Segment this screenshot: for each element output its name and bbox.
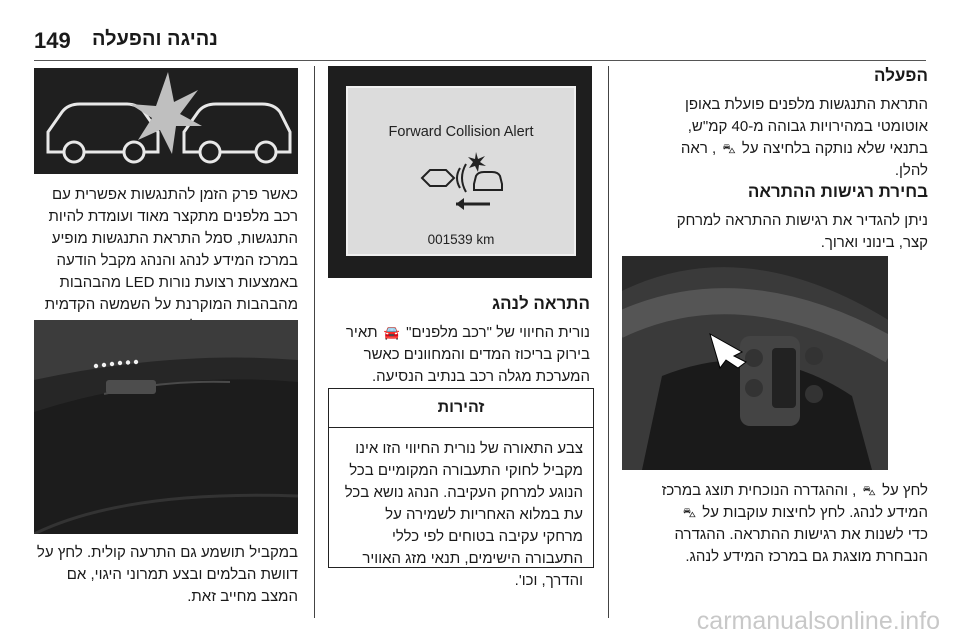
text-line: התראת התנגשות מלפנים פועלת באופן [685, 96, 928, 113]
text-line [314, 322, 590, 344]
watermark: carmanualsonline.info [696, 607, 940, 635]
vehicle-ahead-icon: 🚘 [383, 325, 400, 341]
dashboard-photo [328, 66, 592, 278]
steering-wheel-photo [622, 256, 888, 470]
steering-wheel-illustration [622, 256, 888, 470]
collision-illustration [34, 68, 298, 174]
text-line: בירוק בריכוז המדים והמחוונים כאשר [363, 346, 590, 364]
windshield-led-photo [34, 320, 298, 534]
text-fragment: , וההגדרה הנוכחית תוצג במרכז [661, 482, 861, 499]
section-title: נהיגה והפעלה [92, 28, 218, 50]
para-activation [653, 94, 928, 182]
warning-title: זהירות [329, 389, 593, 428]
text-line: אוטומטי במהירויות גבוהה מ-40 קמ"ש, [687, 118, 928, 135]
collision-illustration-svg [34, 68, 298, 174]
fca-button-icon: ⛍ [722, 141, 736, 157]
text-line: המצב מחייב זאת. [187, 588, 298, 605]
text-line: במקביל תושמע גם התרעה קולית. לחץ על [36, 544, 298, 561]
text-line: עת במלוא האחריות לשמירה על [385, 506, 583, 523]
warning-body [329, 428, 593, 592]
text-line: התנגשות, סמל התראת התנגשות מופיע [51, 230, 298, 247]
text-line: מהבהבות המוקרנת על השמשה הקדמית [44, 296, 298, 313]
text-fragment: לחץ על [877, 482, 928, 499]
text-line: כאשר פרק הזמן להתנגשות אפשרית עם [51, 186, 298, 203]
text-line: ניתן להגדיר את רגישות ההתראה למרחק [676, 212, 928, 229]
text-fragment: תאיר [345, 324, 382, 341]
fca-button-icon: ⛍ [862, 483, 876, 499]
text-fragment: בתנאי שלא נותקה בלחיצה על [737, 140, 928, 157]
text-line: הנבחרת מוצגת גם במרכז המידע לנהג. [685, 548, 928, 566]
para-approach [16, 184, 298, 338]
text-line [653, 138, 928, 160]
text-line: דוושת הבלמים ובצע תמרוני היגוי, אם [66, 566, 298, 583]
text-line [643, 502, 928, 524]
text-line: כדי לשנות את רגישות ההתראה. ההגדרה [674, 526, 928, 544]
warning-box [328, 388, 594, 589]
para-driver-alert [314, 322, 590, 388]
heading-activation: הפעלה [874, 66, 928, 85]
text-line: מרחקי עקיבה בטוחים לפי כללי [391, 528, 583, 545]
para-press [643, 480, 928, 568]
fca-button-icon: ⛍ [682, 505, 697, 521]
text-line: באמצעות רצועת נורות LED מהבהבות [59, 274, 298, 291]
text-line: והדרך, וכו'. [514, 572, 583, 589]
windshield-led-illustration [34, 320, 298, 534]
para-sensitivity [653, 210, 928, 254]
text-fragment: המידע לנהג. לחץ לחיצות עוקבות על [698, 504, 928, 522]
text-line: במרכז המידע לנהג והנהג מקבל הודעה [56, 252, 298, 269]
column-divider-right [608, 66, 609, 618]
dash-alert-title: Forward Collision Alert [388, 124, 534, 140]
text-line: התעבורה הישימים, תנאי מזג האוויר [362, 550, 583, 567]
text-line: להלן. [894, 162, 928, 180]
para-beep [16, 542, 298, 608]
text-line: מקביל לחוקי התעבורה המקומיים בכל [349, 462, 583, 479]
dash-odometer: 001539 km [427, 232, 495, 247]
text-line: המערכת מגלה רכב בנתיב הנסיעה. [371, 368, 590, 386]
header-rule [34, 60, 926, 61]
page-number: 149 [34, 28, 71, 53]
text-line: הנוגע למרחק העקיבה. הנהג נושא בכל [344, 484, 583, 501]
text-line: צבע התאורה של נורית החיווי הזו אינו [355, 440, 583, 457]
driver-info-display [346, 86, 576, 256]
collision-alert-icon [416, 150, 508, 220]
heading-sensitivity: בחירת רגישות ההתראה [747, 182, 928, 201]
text-line: קצר, בינוני וארוך. [820, 234, 928, 251]
text-line [643, 480, 928, 502]
heading-driver-alert: התראה לנהג [492, 294, 590, 313]
text-line: רכב מלפנים מתקצר מאוד ועומדת להיות [48, 208, 298, 225]
text-fragment: נורית החיווי של "רכב מלפנים" [401, 324, 590, 341]
text-fragment: , ראה [680, 140, 721, 157]
